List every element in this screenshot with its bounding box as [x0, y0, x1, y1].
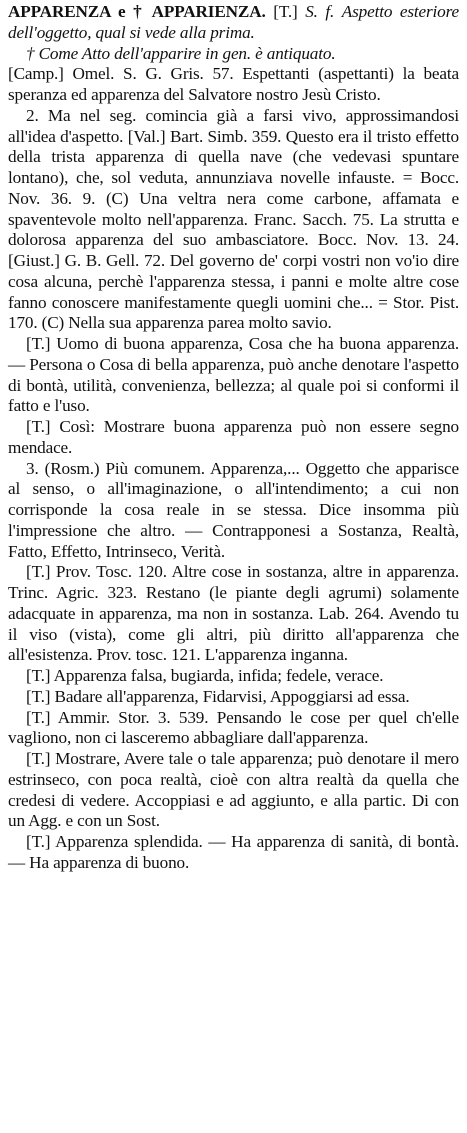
- sense-2: 2. Ma nel seg. comincia già a farsi vivo, approssimandosi all'idea d'aspetto. [Val.] Bart. Simb. 359. Questo era il tristo effetto della trista apparenza di quella nave (che vedevasi spuntare lontano), che, sol veduta, annunziava novelle infauste. = Bocc. Nov. 36. 9. (C) Una veltra nera come carbone, affamata e spaventevole molto nell'apparenza. Franc. Sacch. 75. La strutta e dolorosa apparenza del suo ambasciatore. Bocc. Nov. 13. 24. [Giust.] G. B. Gell. 72. Del governo de' corpi vostri non vo'io dire cosa alcuna, perchè l'apparenza stessa, i panni e molte altre cose fanno conoscere manifestamente quegli uomini che... = Stor. Pist. 170. (C) Nella sua apparenza parea molto savio.: [8, 105, 459, 333]
- obsolete-note: † Come Atto dell'apparire in gen. è antiquato.: [26, 43, 336, 63]
- part-of-speech: S. f.: [305, 2, 335, 21]
- sense-3-note-b: [T.] Apparenza falsa, bugiarda, infida; fedele, verace.: [26, 666, 384, 685]
- sense-2-note-b: [T.] Così: Mostrare buona apparenza può non essere segno mendace.: [8, 417, 459, 457]
- sense-3-note-c: [T.] Badare all'apparenza, Fidarvisi, Appoggiarsi ad essa.: [26, 686, 410, 706]
- source-tag: [T.]: [273, 2, 298, 21]
- sense-3-note-d: [T.] Ammir. Stor. 3. 539. Pensando le cose per quel ch'elle vagliono, non ci lasceremo abbagliare dall'apparenza.: [8, 707, 459, 748]
- entry-column: [8, 2, 459, 874]
- sense-3-note-f: [T.] Apparenza splendida. — Ha apparenza di sanità, di bontà. — Ha apparenza di buono.: [8, 832, 459, 872]
- sense-2-note-a: [T.] Uomo di buona apparenza, Cosa che ha buona apparenza. — Persona o Cosa di bella apparenza, può anche denotare l'aspetto di bontà, utilità, convenienza, bellezza; al quale poi si conformi il fatto e l'uso.: [8, 334, 459, 416]
- headword: APPARENZA e † APPARIENZA.: [8, 2, 266, 21]
- citation-paragraph: [Camp.] Omel. S. G. Gris. 57. Espettanti (aspettanti) la beata speranza ed apparenza del Salvatore nostro Jesù Cristo.: [8, 64, 459, 104]
- sense-3-note-e: [T.] Mostrare, Avere tale o tale apparenza; può denotare il mero estrinseco, con poca realtà, cioè con altra realtà da quella che credesi di vedere. Accoppiasi e ad aggiunto, e alla partic. Di con un Agg. e con un Sost.: [8, 749, 459, 831]
- definition-intro: Aspetto esteriore dell'oggetto, qual si vede alla prima.: [8, 2, 459, 42]
- entry-headline: [8, 2, 459, 44]
- sense-3: 3. (Rosm.) Più comunem. Apparenza,... Oggetto che apparisce al senso, o all'imaginazione, o all'intendimento; a cui non corrisponde la cosa reale in se stessa. Dice insomma più l'impressione che altro. — Contrapponesi a Sostanza, Realtà, Fatto, Effetto, Intrinseco, Verità.: [8, 458, 459, 561]
- sense-3-note-a: [T.] Prov. Tosc. 120. Altre cose in sostanza, altre in apparenza. Trinc. Agric. 323. Restano (le piante degli agrumi) solamente adacquate in apparenza, ma non in sostanza. Lab. 264. Avendo tu il viso (vista), come gli altri, più diritto all'apparenza che all'esistenza. Prov. tosc. 121. L'apparenza inganna.: [8, 562, 459, 665]
